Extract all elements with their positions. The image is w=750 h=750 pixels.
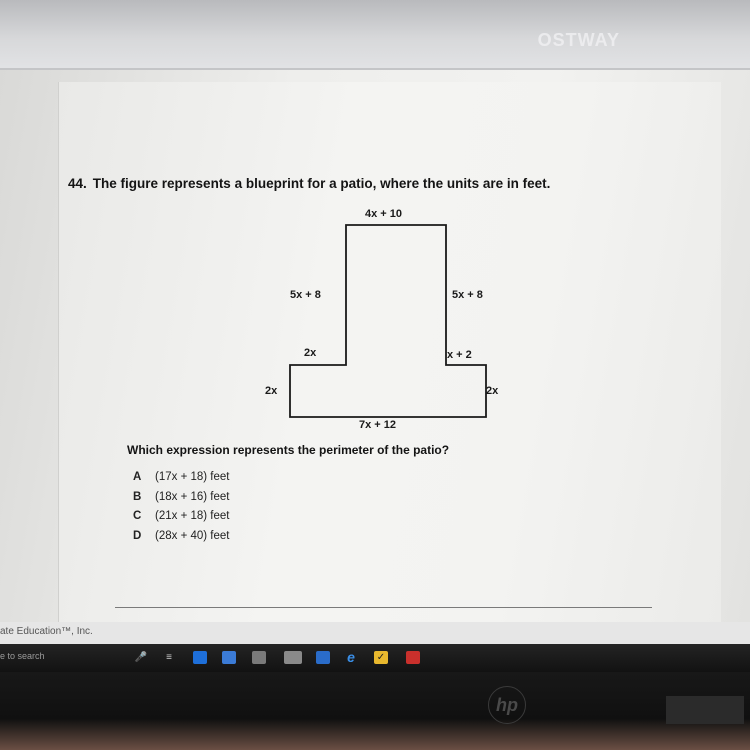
label-left-inner: 2x <box>304 347 317 359</box>
page-footer <box>0 622 750 644</box>
choice-letter: A <box>133 471 142 483</box>
copyright-text: ate Education™, Inc. <box>0 626 93 637</box>
mail-icon[interactable] <box>316 651 330 664</box>
choice-letter: C <box>133 510 142 522</box>
edge-icon[interactable] <box>193 651 207 664</box>
label-right-upper: 5x + 8 <box>452 289 483 301</box>
label-right-inner: x + 2 <box>447 349 472 361</box>
taskbar <box>0 644 750 672</box>
label-left-lower: 2x <box>265 385 278 397</box>
choice-c[interactable] <box>133 510 229 530</box>
taskbar-search-box[interactable]: e to search <box>0 651 45 661</box>
answer-choices <box>133 471 229 549</box>
choice-text: (17x + 18) feet <box>155 471 230 483</box>
patio-outline <box>250 200 520 440</box>
answer-prompt: Which expression represents the perimeter of the patio? <box>127 443 450 457</box>
task-view-icon[interactable]: ≡ <box>166 652 172 663</box>
choice-text: (21x + 18) feet <box>155 510 230 522</box>
store-icon[interactable] <box>252 651 266 664</box>
bezel-sticker <box>666 696 744 724</box>
patio-shape <box>290 225 486 417</box>
question-number: 44. <box>68 176 87 191</box>
choice-a[interactable] <box>133 471 229 491</box>
browser-top-bar <box>0 0 750 70</box>
choice-text: (18x + 16) feet <box>155 490 230 503</box>
content-divider <box>115 607 652 608</box>
label-right-lower: 2x <box>486 385 499 397</box>
choice-text: (28x + 40) feet <box>155 529 230 542</box>
question-text <box>68 176 550 191</box>
microphone-icon[interactable]: 🎤 <box>134 652 148 663</box>
photos-icon[interactable] <box>284 651 302 664</box>
choice-b[interactable] <box>133 491 229 511</box>
norton-icon[interactable]: ✓ <box>374 651 388 664</box>
label-left-upper: 5x + 8 <box>290 289 321 301</box>
label-top: 4x + 10 <box>365 208 403 220</box>
choice-d[interactable] <box>133 530 229 550</box>
choice-letter: B <box>133 490 142 503</box>
choice-letter: D <box>133 529 142 542</box>
app-icon[interactable] <box>406 651 420 664</box>
patio-figure <box>250 200 520 440</box>
browser-brand-text: OSTWAY <box>537 30 620 50</box>
hp-logo: hp <box>488 686 526 724</box>
question-body: The figure represents a blueprint for a patio, where the units are in feet. <box>92 176 551 191</box>
internet-explorer-icon[interactable]: e <box>347 649 355 665</box>
laptop-bezel <box>0 672 750 750</box>
file-explorer-icon[interactable] <box>222 651 236 664</box>
label-bottom: 7x + 12 <box>359 419 397 431</box>
